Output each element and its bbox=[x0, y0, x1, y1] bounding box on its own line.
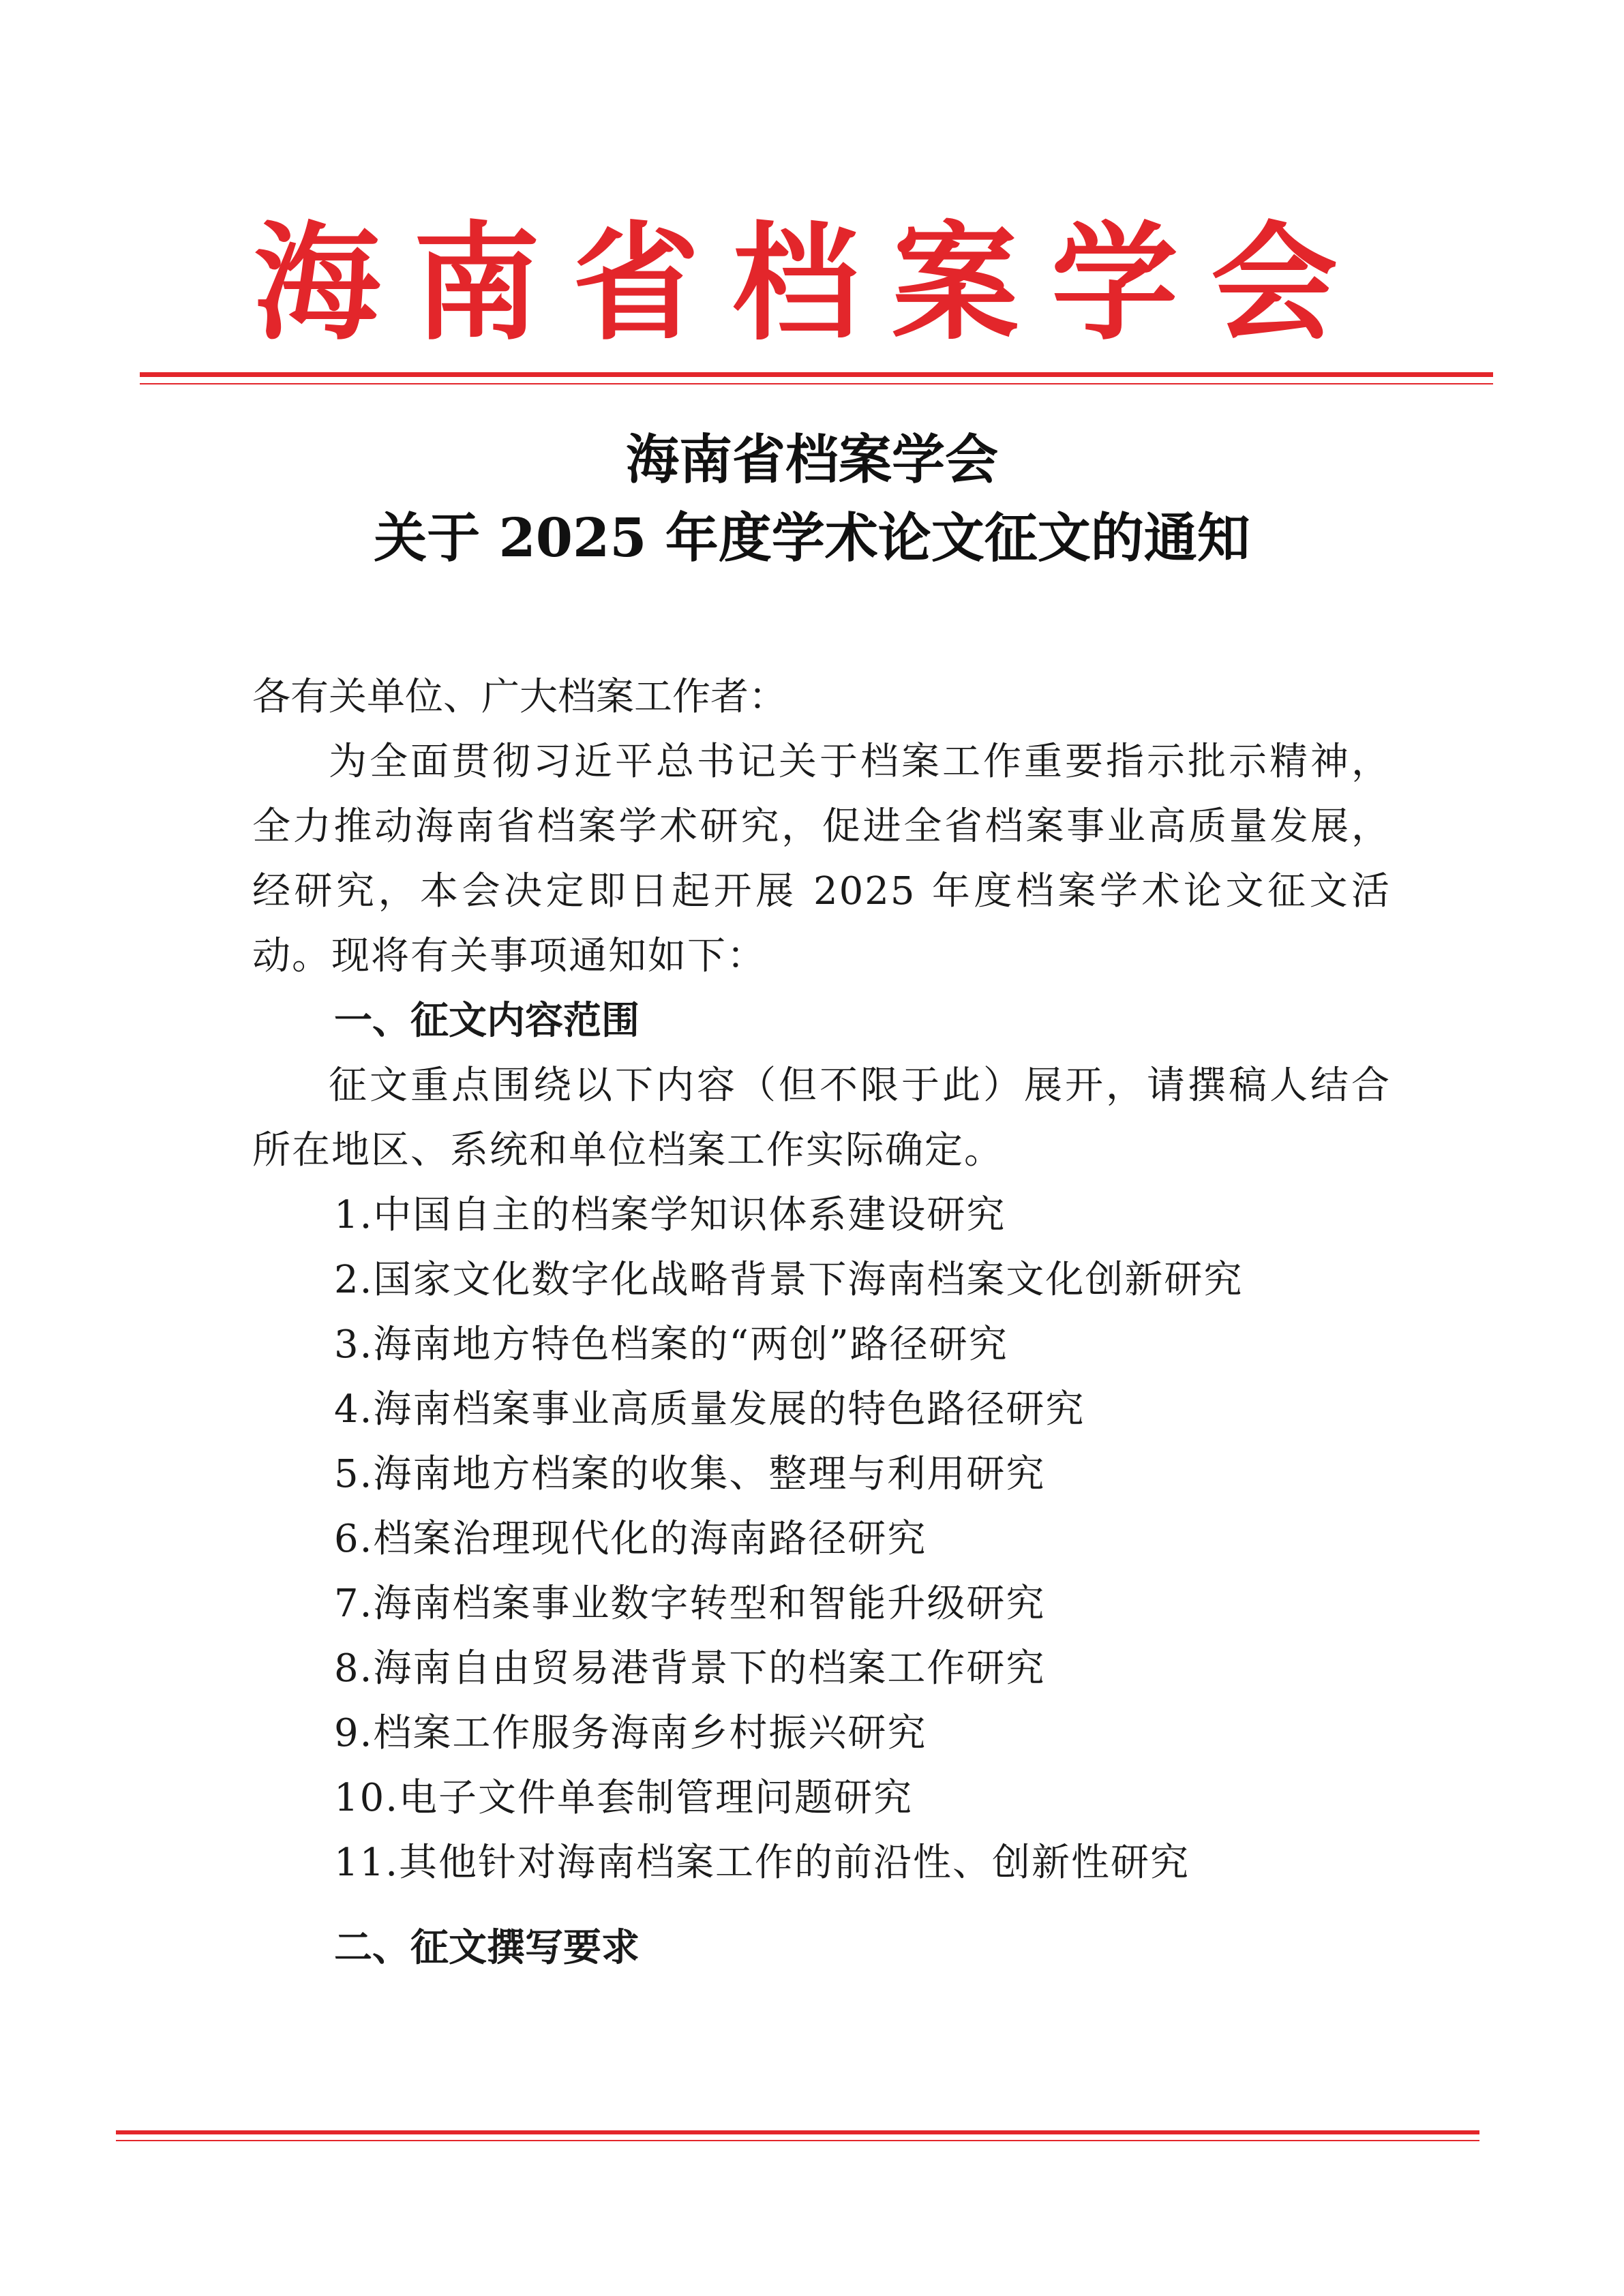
topic-item: 4.海南档案事业高质量发展的特色路径研究 bbox=[334, 1387, 1085, 1432]
topic-item: 10.电子文件单套制管理问题研究 bbox=[334, 1776, 914, 1820]
letterhead-rule-thick bbox=[140, 372, 1493, 377]
topic-item: 6.档案治理现代化的海南路径研究 bbox=[334, 1517, 927, 1561]
topic-item: 3.海南地方特色档案的“两创”路径研究 bbox=[334, 1323, 1008, 1367]
document-title-line-1: 海南省档案学会 bbox=[625, 429, 998, 491]
topic-item: 11.其他针对海南档案工作的前沿性、创新性研究 bbox=[334, 1841, 1190, 1885]
topic-item: 7.海南档案事业数字转型和智能升级研究 bbox=[334, 1582, 1046, 1626]
salutation: 各有关单位、广大档案工作者： bbox=[252, 675, 787, 719]
section-1-paragraph: 征文重点围绕以下内容（但不限于此）展开，请撰稿人结合所在地区、系统和单位档案工作实际确定。 bbox=[252, 1063, 1391, 1173]
letterhead-org-name: 海南省档案学会 bbox=[253, 208, 1370, 357]
topic-item: 1.中国自主的档案学知识体系建设研究 bbox=[334, 1193, 1006, 1237]
topic-list bbox=[334, 1183, 1425, 1895]
section-2-heading: 二、征文撰写要求 bbox=[334, 1926, 640, 1970]
footer-rule-thin bbox=[116, 2140, 1479, 2141]
topic-item: 9.档案工作服务海南乡村振兴研究 bbox=[334, 1711, 927, 1755]
topic-item: 2.国家文化数字化战略背景下海南档案文化创新研究 bbox=[334, 1258, 1244, 1302]
topic-item: 8.海南自由贸易港背景下的档案工作研究 bbox=[334, 1646, 1046, 1691]
topic-item: 5.海南地方档案的收集、整理与利用研究 bbox=[334, 1452, 1046, 1496]
letterhead-rule-thin bbox=[140, 383, 1493, 384]
footer-rule-thick bbox=[116, 2130, 1479, 2134]
section-1-heading: 一、征文内容范围 bbox=[334, 999, 640, 1043]
intro-paragraph: 为全面贯彻习近平总书记关于档案工作重要指示批示精神，全力推动海南省档案学术研究，促进全省档案事业高质量发展，经研究，本会决定即日起开展 2025 年度档案学术论文征文活动。现将有关事项通知如下： bbox=[252, 740, 1391, 978]
document-title-line-2: 关于 2025 年度学术论文征文的通知 bbox=[374, 507, 1250, 569]
